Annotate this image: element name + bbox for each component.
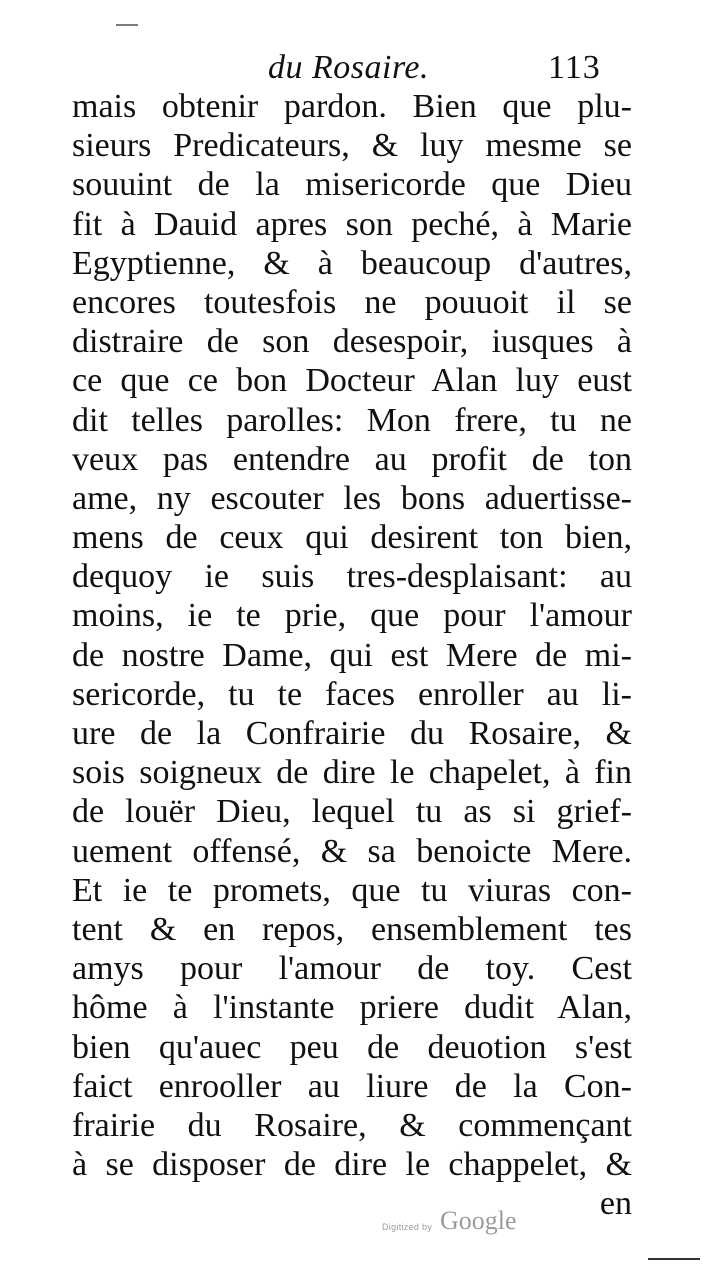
corner-mark	[116, 24, 138, 26]
text-line: tent & en repos, ensemblement tes	[72, 910, 632, 948]
text-line: amys pour l'amour de toy. Cest	[72, 950, 632, 988]
text-line: de nostre Dame, qui est Mere de mi-	[72, 636, 632, 674]
text-line: Egyptienne, & à beaucoup d'autres,	[72, 244, 632, 282]
page-number: 113	[548, 49, 601, 86]
body-text	[72, 87, 632, 1223]
bottom-rule	[648, 1258, 700, 1260]
text-line: ce que ce bon Docteur Alan luy eust	[72, 362, 632, 400]
text-line: sieurs Predicateurs, & luy mesme se	[72, 127, 632, 165]
text-line: ure de la Confrairie du Rosaire, &	[72, 715, 632, 752]
text-line: moins, ie te prie, que pour l'amour	[72, 597, 632, 635]
text-line: sois soigneux de dire le chapelet, à fin	[72, 754, 632, 792]
text-line: faict enrooller au liure de la Con-	[72, 1067, 632, 1105]
text-line: hôme à l'instante priere dudit Alan,	[72, 989, 632, 1027]
text-line: Et ie te promets, que tu viuras con-	[72, 871, 632, 909]
text-line: uement offensé, & sa benoicte Mere.	[72, 832, 632, 870]
text-line: veux pas entendre au profit de ton	[72, 440, 632, 478]
text-line: de louër Dieu, lequel tu as si grief-	[72, 793, 632, 831]
text-line: ame, ny escouter les bons aduertisse-	[72, 479, 632, 517]
text-line: mais obtenir pardon. Bien que plu-	[72, 88, 632, 125]
watermark-brand: Google	[440, 1206, 517, 1235]
text-line: fit à Dauid apres son peché, à Marie	[72, 205, 632, 243]
watermark-prefix: Digitized by	[382, 1222, 433, 1232]
text-line: encores toutesfois ne pouuoit il se	[72, 283, 632, 321]
running-head: du Rosaire.	[268, 49, 430, 86]
text-line: frairie du Rosaire, & commençant	[72, 1106, 632, 1144]
catchword: en	[599, 1185, 632, 1223]
text-line: mens de ceux qui desirent ton bien,	[72, 519, 632, 557]
digitized-by-watermark	[382, 1206, 532, 1246]
text-line: bien qu'auec peu de deuotion s'est	[72, 1028, 632, 1066]
page-header	[0, 46, 718, 90]
text-line: souuint de la misericorde que Dieu	[72, 166, 632, 204]
text-line: distraire de son desespoir, iusques à	[72, 323, 632, 361]
text-line: sericorde, tu te faces enroller au li-	[72, 675, 632, 713]
text-line: à se disposer de dire le chappelet, &	[72, 1146, 632, 1184]
text-line: dequoy ie suis tres-desplaisant: au	[72, 558, 632, 596]
text-line: dit telles parolles: Mon frere, tu ne	[72, 401, 632, 439]
